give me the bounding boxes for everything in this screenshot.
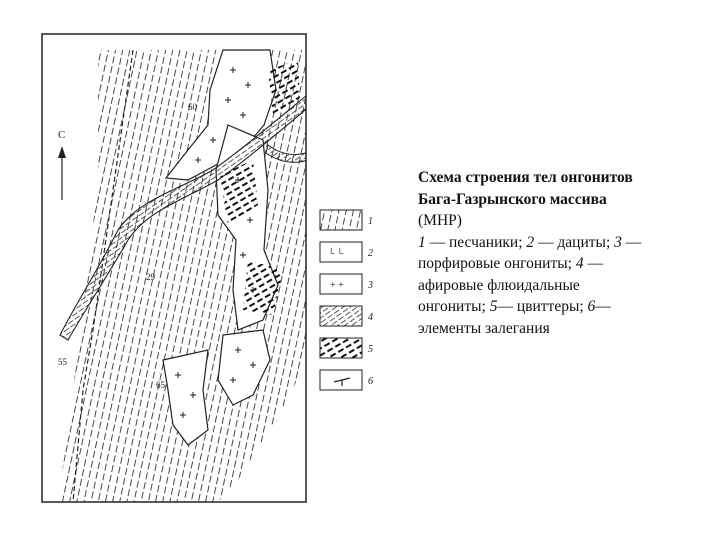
- caption-legend-line-1: 1 — песчаники; 2 — дациты; 3 —: [418, 233, 642, 251]
- legend-num-2: 2: [368, 248, 373, 259]
- svg-text:+ +: + +: [330, 280, 344, 291]
- caption-title-line-1: Схема строения тел онгонитов: [418, 169, 633, 186]
- north-arrow: [58, 129, 66, 200]
- svg-text:└ └: └ └: [328, 248, 344, 258]
- legend-num-5: 5: [368, 344, 373, 355]
- dip-label-1: 60: [188, 102, 197, 112]
- legend-num-6: 6: [368, 376, 373, 387]
- caption-title-line-2: Бага-Газрынского массива: [418, 190, 607, 208]
- dip-label-2: 29: [146, 272, 155, 282]
- dip-label-3: 55: [58, 357, 67, 367]
- caption-legend-line-2: порфировые онгониты; 4 —: [418, 255, 603, 272]
- legend-num-1: 1: [368, 216, 373, 227]
- caption-legend-line-4: онгониты; 5— цвиттеры; 6—: [418, 298, 611, 315]
- geologic-map: [38, 30, 390, 508]
- caption-legend-line-3: афировые флюидальные: [418, 276, 580, 294]
- figure-caption: [418, 167, 700, 339]
- caption-title-line-3: (МНР): [418, 212, 462, 229]
- caption-legend-line-5: элементы залегания: [418, 319, 550, 337]
- map-legend: [320, 210, 373, 390]
- north-label: С: [58, 129, 66, 141]
- legend-num-4: 4: [368, 312, 373, 323]
- legend-num-3: 3: [368, 280, 373, 291]
- dip-label-4: 65: [156, 380, 165, 390]
